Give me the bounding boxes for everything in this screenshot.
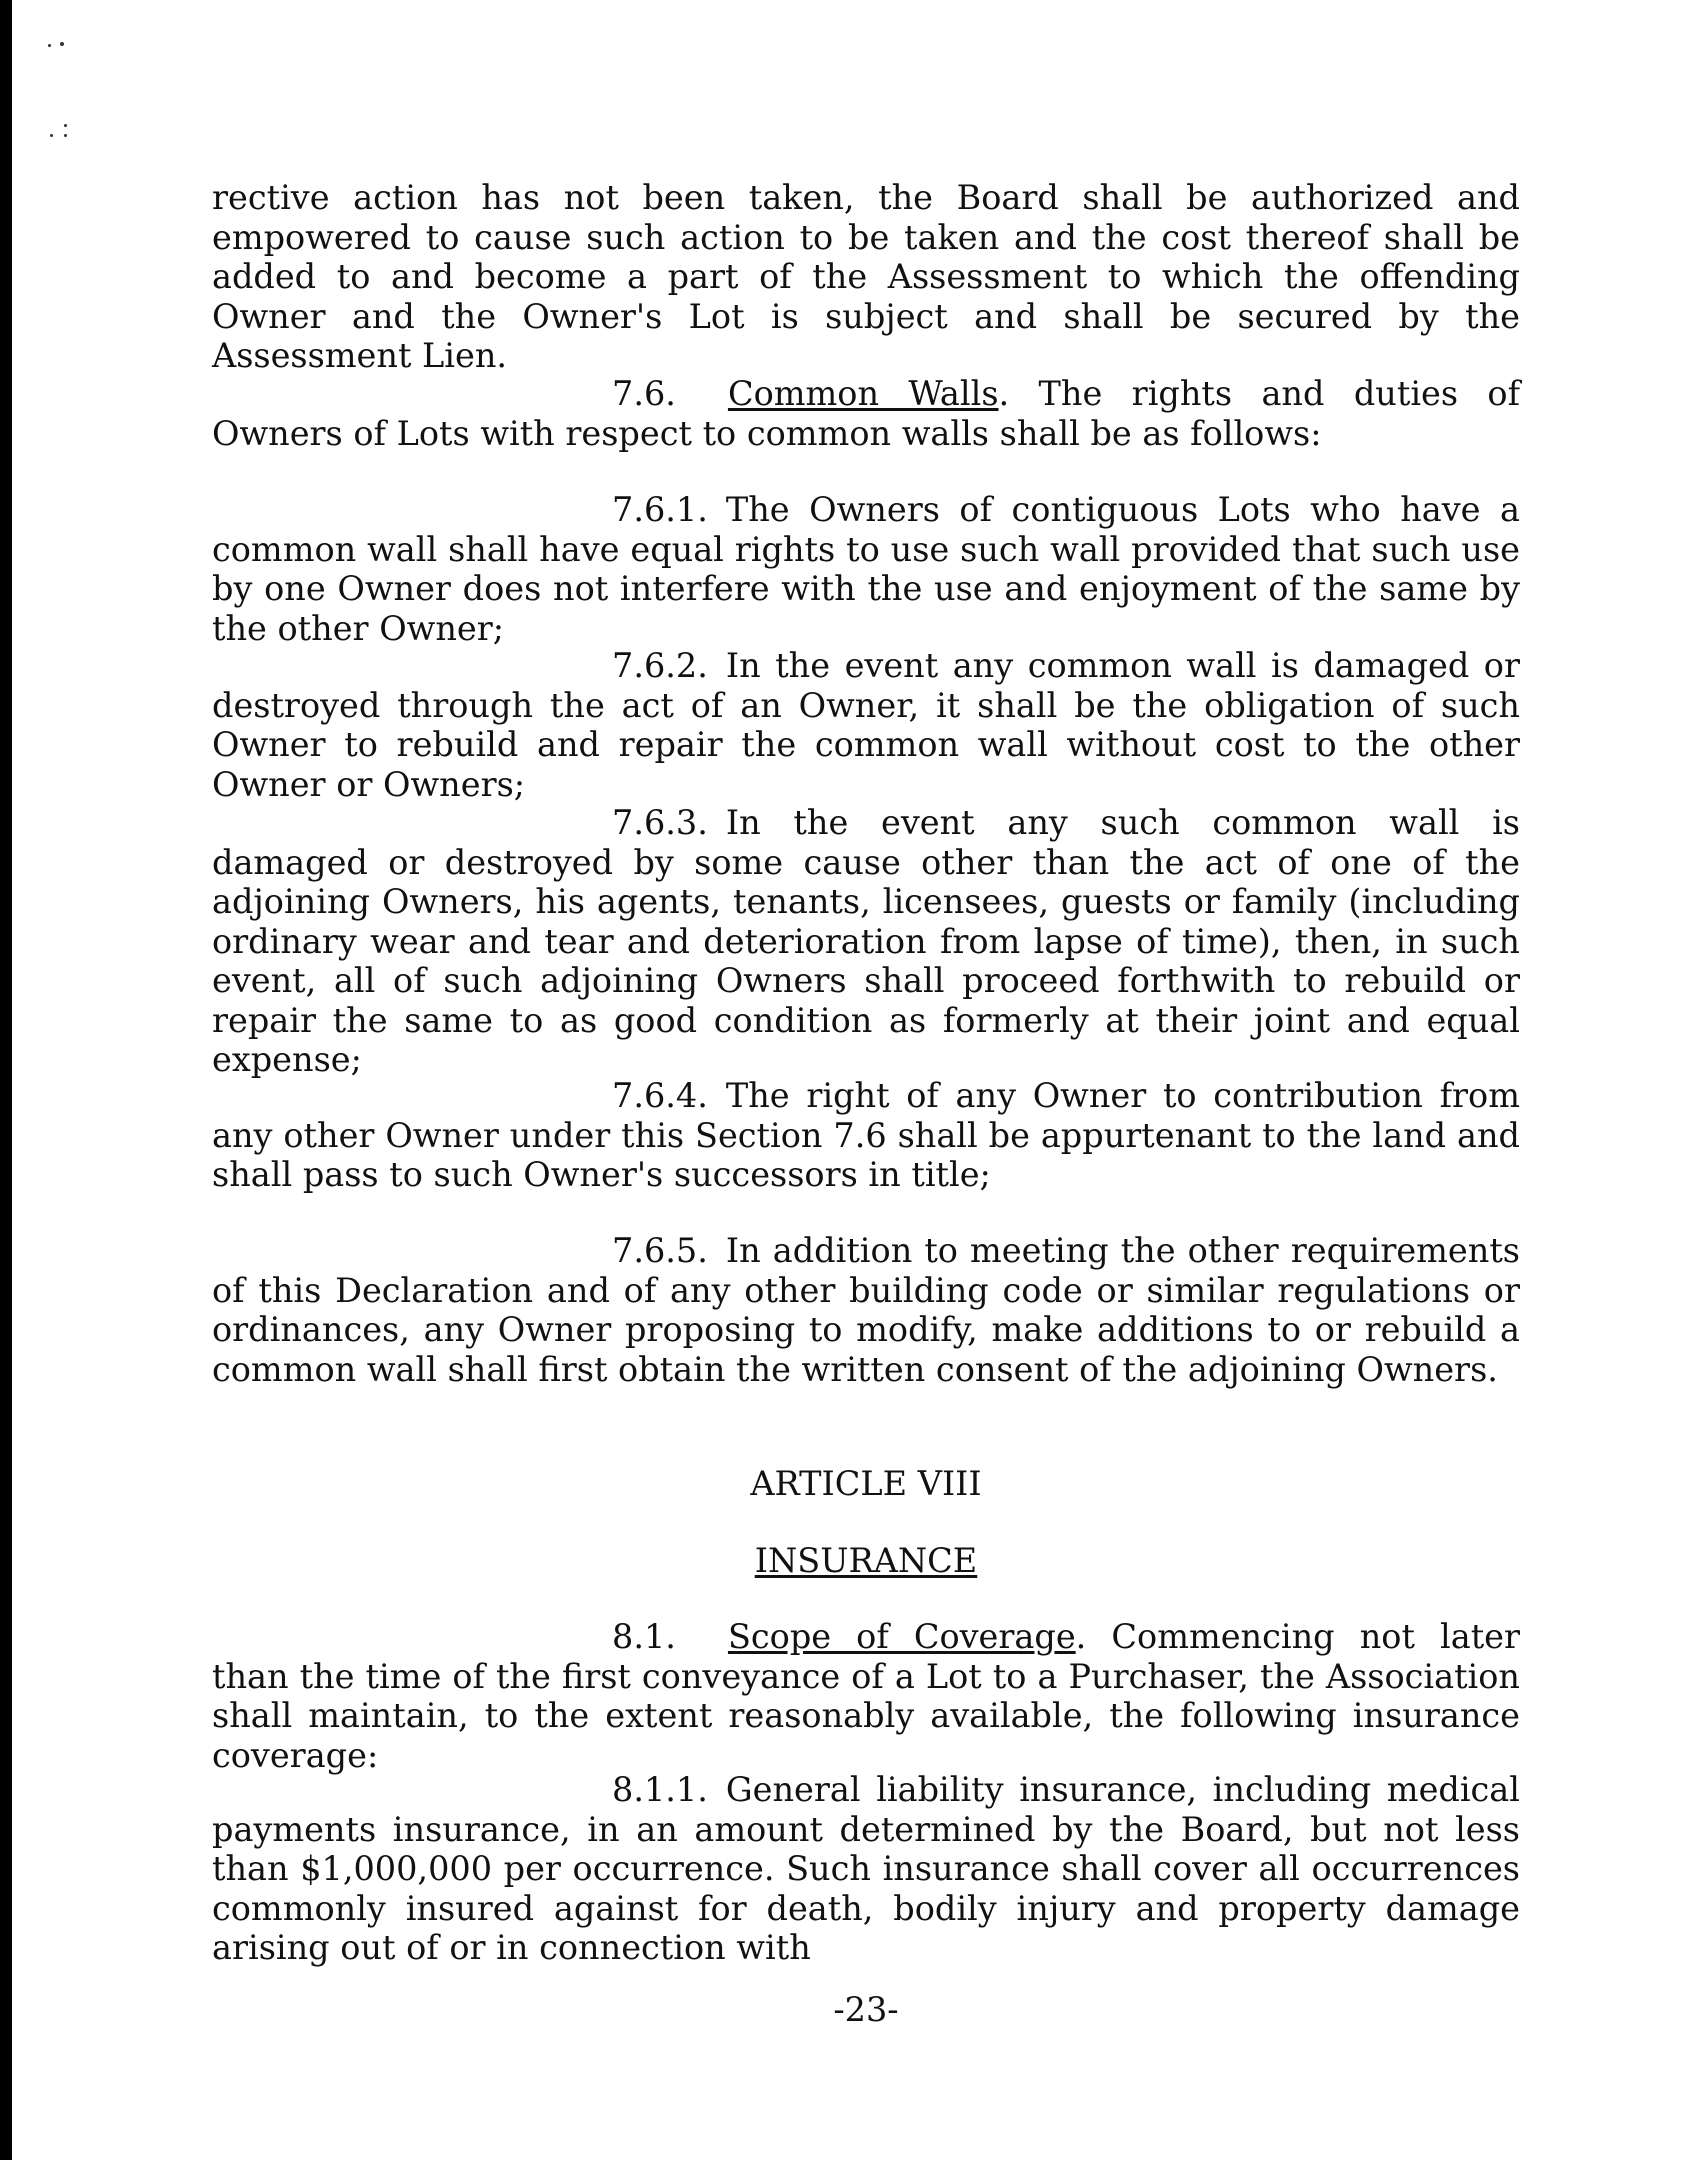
section-number: 7.6.4. — [612, 1076, 708, 1115]
section-7-6-1 — [212, 490, 1520, 648]
scan-edge-bar — [0, 0, 12, 2160]
section-heading-scope-of-coverage: Scope of Coverage — [727, 1617, 1076, 1656]
section-8-1 — [212, 1617, 1520, 1775]
section-7-6-3 — [212, 803, 1520, 1080]
section-number: 7.6.1. — [612, 490, 708, 529]
scan-speck — [64, 134, 67, 137]
article-title: ARTICLE VIII — [750, 1464, 982, 1503]
article-subtitle-text: INSURANCE — [754, 1541, 978, 1580]
page-number: -23- — [833, 1990, 899, 2029]
scan-speck — [48, 44, 51, 47]
section-7-6 — [212, 374, 1520, 453]
section-number: 8.1.1. — [612, 1770, 708, 1809]
section-7-6-4 — [212, 1076, 1520, 1195]
section-7-6-2 — [212, 646, 1520, 804]
paragraph-intro: rective action has not been taken, the Board shall be authorized and empowered to cause such action to be taken and the cost thereof shall be added to and become a part of the Assessment to which the offending Owner and the Owner's Lot is subject and shall be secured by the Assessment Lien. — [212, 178, 1520, 375]
section-number: 7.6.2. — [612, 646, 708, 685]
scan-speck — [60, 42, 64, 46]
section-number: 7.6. — [612, 374, 676, 413]
section-heading-common-walls: Common Walls — [727, 374, 999, 413]
section-7-6-5 — [212, 1231, 1520, 1389]
section-number: 8.1. — [612, 1617, 676, 1656]
section-text: . The rights and duties of Owners of Lots with respect to common walls shall be as follows: — [212, 374, 1520, 453]
article-subtitle — [212, 1541, 1520, 1581]
section-number: 7.6.3. — [612, 803, 708, 842]
section-8-1-1 — [212, 1770, 1520, 1968]
scan-speck — [50, 134, 53, 137]
section-text: The right of any Owner to contribution from any other Owner under this Section 7.6 shall be appurtenant to the land and shall pass to such Owner's successors in title; — [212, 1076, 1520, 1194]
section-text: In addition to meeting the other requirements of this Declaration and of any other building code or similar regulations or ordinances, any Owner proposing to modify, make additions to or rebuild a common wall shall first obtain the written consent of the adjoining Owners. — [212, 1231, 1520, 1389]
section-text: General liability insurance, including medical payments insurance, in an amount determined by the Board, but not less than $1,000,000 per occurrence. Such insurance shall cover all occurrences commonly insured against for death, bodily injury and property damage arising out of or in connection with — [212, 1770, 1520, 1967]
section-text: In the event any common wall is damaged or destroyed through the act of an Owner, it shall be the obligation of such Owner to rebuild and repair the common wall without cost to the other Owner or Owners; — [212, 646, 1520, 804]
section-text: In the event any such common wall is damaged or destroyed by some cause other than the act of one of the adjoining Owners, his agents, tenants, licensees, guests or family (including ordinary wear and tear and deterioration from lapse of time), then, in such event, all of such adjoining Owners shall proceed forthwith to rebuild or repair the same to as good condition as formerly at their joint and equal expense; — [212, 803, 1520, 1079]
section-text: . Commencing not later than the time of the first conveyance of a Lot to a Purchaser, the Association shall maintain, to the extent reasonably available, the following insurance coverage: — [212, 1617, 1520, 1775]
section-number: 7.6.5. — [612, 1231, 708, 1270]
section-text: The Owners of contiguous Lots who have a common wall shall have equal rights to use such wall provided that such use by one Owner does not interfere with the use and enjoyment of the same by the other Owner; — [212, 490, 1520, 648]
scan-speck — [64, 124, 67, 127]
